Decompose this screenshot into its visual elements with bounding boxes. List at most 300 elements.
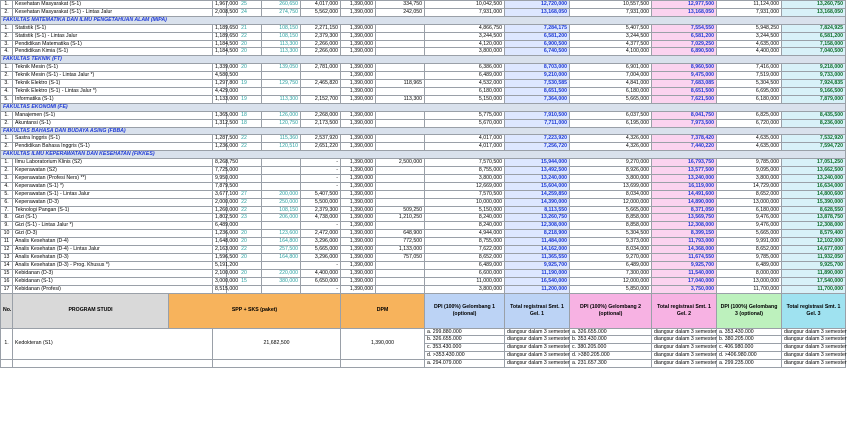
cell-b: 18 bbox=[227, 111, 262, 119]
cell-f bbox=[376, 64, 425, 72]
cell-i: 5,304,500 bbox=[570, 230, 652, 238]
cell-c: 260,650 bbox=[262, 1, 301, 9]
cell-i: 5,665,000 bbox=[570, 206, 652, 214]
cell-g: 3,800,000 bbox=[425, 48, 505, 56]
cell-j: 14,890,000 bbox=[652, 198, 717, 206]
cell-i: 8,858,000 bbox=[570, 214, 652, 222]
cell-name: Keperawatan (S2) bbox=[13, 167, 213, 175]
col-header-no: No. bbox=[1, 293, 13, 328]
cell-no: 1. bbox=[1, 64, 13, 72]
cell-b: 15 bbox=[227, 277, 262, 285]
cell-c: 380,000 bbox=[262, 277, 301, 285]
cell-a: 1,184,500 bbox=[213, 48, 227, 56]
cell-j: 16,119,000 bbox=[652, 182, 717, 190]
medicine-option-row bbox=[1, 328, 846, 336]
cell-d: 3,296,000 bbox=[301, 238, 341, 246]
cell-e: 1,390,000 bbox=[341, 246, 376, 254]
cell-dpi-gel2: c. 380.205.000 bbox=[570, 344, 652, 352]
cell-g: 7,570,500 bbox=[425, 190, 505, 198]
cell-name: Teknik Mesin (S-1) - Lintas Jalur *) bbox=[13, 72, 213, 80]
cell-k: 6,695,000 bbox=[717, 87, 782, 95]
cell-name: Analis Kesehatan (D-3) - Prog. Khusus *) bbox=[13, 261, 213, 269]
cell-a: 7,725,000 bbox=[213, 167, 227, 175]
cell-name: Gizi (S-1) bbox=[13, 214, 213, 222]
cell-h: 7,530,585 bbox=[505, 80, 570, 88]
cell-g: 7,570,500 bbox=[425, 159, 505, 167]
cell-l: 9,733,000 bbox=[782, 72, 846, 80]
cell-j: 3,750,000 bbox=[652, 285, 717, 293]
cell-e: 1,390,000 bbox=[341, 214, 376, 222]
cell-name: Sastra Inggris (S-1) bbox=[13, 135, 213, 143]
cell-no: 5. bbox=[1, 190, 13, 198]
cell-d: 5,562,000 bbox=[301, 8, 341, 16]
cell-d: - bbox=[301, 285, 341, 293]
cell-l: 11,932,050 bbox=[782, 254, 846, 262]
cell-no: 2. bbox=[1, 8, 13, 16]
cell-f bbox=[376, 285, 425, 293]
cell-i: 7,300,000 bbox=[570, 269, 652, 277]
cell-name: Kesehatan Masyarakat (S-1) - Lintas Jalur bbox=[13, 8, 213, 16]
cell-f bbox=[376, 119, 425, 127]
cell-a: 1,967,000 bbox=[213, 1, 227, 9]
cell-k: 3,800,000 bbox=[717, 174, 782, 182]
cell-g: 3,800,000 bbox=[425, 174, 505, 182]
table-row bbox=[1, 111, 846, 119]
cell-b: 20 bbox=[227, 254, 262, 262]
cell-i: 6,901,000 bbox=[570, 64, 652, 72]
cell-dpi-gel1: a. 294.079.000 bbox=[425, 360, 505, 368]
cell-d: 2,781,000 bbox=[301, 64, 341, 72]
cell-f bbox=[376, 277, 425, 285]
cell-b: 20 bbox=[227, 238, 262, 246]
cell-f bbox=[376, 269, 425, 277]
cell-name: Statistik (S-1) - Lintas Jalur bbox=[13, 32, 213, 40]
cell-g: 3,800,000 bbox=[425, 285, 505, 293]
cell-h: 8,651,500 bbox=[505, 87, 570, 95]
cell-no: 3. bbox=[1, 40, 13, 48]
cell-l: 13,878,750 bbox=[782, 214, 846, 222]
cell-c bbox=[262, 182, 301, 190]
cell-d: 4,738,000 bbox=[301, 214, 341, 222]
cell-h: 14,259,850 bbox=[505, 190, 570, 198]
faculty-header-row bbox=[1, 16, 846, 24]
cell-total-gel2: diangsur dalam 3 semester bbox=[652, 352, 717, 360]
cell-total-gel3: diangsur dalam 3 semester bbox=[782, 360, 846, 368]
cell-no: 1. bbox=[1, 159, 13, 167]
cell-name: Kebidanan (Profesi) bbox=[13, 285, 213, 293]
cell-l: 13,168,050 bbox=[782, 8, 846, 16]
cell-d: 2,379,300 bbox=[301, 206, 341, 214]
cell-j: 14,368,000 bbox=[652, 246, 717, 254]
cell-j: 14,491,600 bbox=[652, 190, 717, 198]
cell-j: 13,168,050 bbox=[652, 8, 717, 16]
cell-h: 6,900,500 bbox=[505, 40, 570, 48]
cell-g: 5,150,000 bbox=[425, 206, 505, 214]
cell-f: 757,050 bbox=[376, 254, 425, 262]
faculty-name: FAKULTAS BAHASA DAN BUDAYA ASING (FBBA) bbox=[1, 127, 846, 135]
cell-i: 10,557,500 bbox=[570, 1, 652, 9]
table-row bbox=[1, 32, 846, 40]
cell-l: 12,308,000 bbox=[782, 222, 846, 230]
cell-g: 11,000,000 bbox=[425, 277, 505, 285]
cell-total-gel1: diangsur dalam 3 semester bbox=[505, 344, 570, 352]
cell-l: 7,594,720 bbox=[782, 143, 846, 151]
cell-l: 8,628,550 bbox=[782, 206, 846, 214]
cell-k: 5,948,250 bbox=[717, 24, 782, 32]
cell-a: 8,515,000 bbox=[213, 285, 227, 293]
faculty-name: FAKULTAS TEKNIK (FT) bbox=[1, 56, 846, 64]
faculty-header-row bbox=[1, 127, 846, 135]
table-row bbox=[1, 48, 846, 56]
cell-a: 1,184,500 bbox=[213, 40, 227, 48]
cell-no: 8. bbox=[1, 214, 13, 222]
table-row bbox=[1, 143, 846, 151]
cell-j: 9,925,700 bbox=[652, 261, 717, 269]
column-header-row bbox=[1, 293, 846, 328]
cell-k: 4,635,000 bbox=[717, 135, 782, 143]
table-row bbox=[1, 167, 846, 175]
cell-a: 2,100,000 bbox=[213, 269, 227, 277]
cell-c bbox=[262, 72, 301, 80]
cell-a: 3,000,000 bbox=[213, 277, 227, 285]
cell-no: 2. bbox=[1, 119, 13, 127]
cell-program: Kedokteran (S1) bbox=[13, 328, 213, 360]
cell-name: Kebidanan (D-3) bbox=[13, 269, 213, 277]
cell-e: 1,390,000 bbox=[341, 182, 376, 190]
cell-c: 113,300 bbox=[262, 48, 301, 56]
cell-g: 5,775,000 bbox=[425, 111, 505, 119]
cell-d: - bbox=[301, 261, 341, 269]
cell-g: 8,240,000 bbox=[425, 222, 505, 230]
cell-j: 8,960,500 bbox=[652, 64, 717, 72]
cell-no: 17 bbox=[1, 285, 13, 293]
cell-l: 8,579,400 bbox=[782, 230, 846, 238]
cell-k: 5,304,500 bbox=[717, 80, 782, 88]
table-row bbox=[1, 174, 846, 182]
table-row bbox=[1, 214, 846, 222]
cell-no: 2. bbox=[1, 143, 13, 151]
cell-i: 4,326,000 bbox=[570, 143, 652, 151]
cell-a: 1,648,000 bbox=[213, 238, 227, 246]
cell-no: 2. bbox=[1, 72, 13, 80]
table-row bbox=[1, 261, 846, 269]
cell-j: 8,651,500 bbox=[652, 87, 717, 95]
table-row bbox=[1, 8, 846, 16]
cell-no: 11 bbox=[1, 238, 13, 246]
cell-h: 14,390,000 bbox=[505, 198, 570, 206]
cell-a: 1,297,800 bbox=[213, 80, 227, 88]
cell-name: Analis Kesehatan (D-4) - Lintas Jalur bbox=[13, 246, 213, 254]
cell-c: 120,510 bbox=[262, 143, 301, 151]
cell-dpi-gel1: d. >353.430.000 bbox=[425, 352, 505, 360]
medicine-option-row bbox=[1, 360, 846, 368]
cell-k: 4,400,000 bbox=[717, 48, 782, 56]
table-row bbox=[1, 119, 846, 127]
col-header-total-gel2: Total registrasi Smt. 1 Gel. 2 bbox=[652, 293, 717, 328]
cell-d: 4,400,000 bbox=[301, 269, 341, 277]
cell-i: 6,180,000 bbox=[570, 87, 652, 95]
cell-j: 13,240,000 bbox=[652, 174, 717, 182]
cell-b: 25 bbox=[227, 1, 262, 9]
cell-h: 13,260,750 bbox=[505, 214, 570, 222]
cell-i: 8,034,000 bbox=[570, 246, 652, 254]
cell-name: Pendidikan Matematika (S-1) bbox=[13, 40, 213, 48]
cell-no: 5. bbox=[1, 95, 13, 103]
cell-dpi-gel3: a. 353.430.000 bbox=[717, 328, 782, 336]
cell-l: 14,800,600 bbox=[782, 190, 846, 198]
cell-dpi-gel3: b. 380.205.000 bbox=[717, 336, 782, 344]
cell-c: 200,000 bbox=[262, 190, 301, 198]
cell-k: 8,652,000 bbox=[717, 246, 782, 254]
cell-d: 2,271,150 bbox=[301, 24, 341, 32]
cell-i: 7,004,000 bbox=[570, 72, 652, 80]
cell-dpm bbox=[341, 360, 425, 368]
table-row bbox=[1, 230, 846, 238]
cell-b: 23 bbox=[227, 214, 262, 222]
cell-f bbox=[376, 40, 425, 48]
cell-d: - bbox=[301, 222, 341, 230]
cell-i: 6,195,000 bbox=[570, 119, 652, 127]
cell-name: Pendidikan Kimia (S-1) bbox=[13, 48, 213, 56]
cell-c: 115,360 bbox=[262, 135, 301, 143]
cell-g: 4,017,000 bbox=[425, 143, 505, 151]
cell-i: 6,037,500 bbox=[570, 111, 652, 119]
col-header-dpi-gel3: DPI (100%) Gelombang 3 (optional) bbox=[717, 293, 782, 328]
cell-i: 7,931,000 bbox=[570, 8, 652, 16]
cell-h: 7,711,000 bbox=[505, 119, 570, 127]
cell-e: 1,390,000 bbox=[341, 8, 376, 16]
cell-e: 1,390,000 bbox=[341, 119, 376, 127]
cell-a: 3,677,100 bbox=[213, 190, 227, 198]
cell-name: Gizi (S-1) - Lintas Jalur *) bbox=[13, 222, 213, 230]
cell-dpm: 1,390,000 bbox=[341, 328, 425, 360]
cell-l: 17,051,250 bbox=[782, 159, 846, 167]
cell-name: Keperawatan (S-1) *) bbox=[13, 182, 213, 190]
cell-j: 13,569,750 bbox=[652, 214, 717, 222]
cell-g: 10,000,000 bbox=[425, 198, 505, 206]
cell-d: 2,379,300 bbox=[301, 32, 341, 40]
cell-c: 220,000 bbox=[262, 269, 301, 277]
cell-g: 4,944,000 bbox=[425, 230, 505, 238]
cell-b: 20 bbox=[227, 230, 262, 238]
cell-no bbox=[1, 360, 13, 368]
cell-g: 6,600,000 bbox=[425, 269, 505, 277]
cell-g: 6,386,000 bbox=[425, 64, 505, 72]
cell-l: 7,924,835 bbox=[782, 80, 846, 88]
cell-h: 8,218,900 bbox=[505, 230, 570, 238]
cell-d: 6,650,000 bbox=[301, 277, 341, 285]
cell-f: 2,500,000 bbox=[376, 159, 425, 167]
table-row bbox=[1, 285, 846, 293]
cell-l: 9,925,700 bbox=[782, 261, 846, 269]
cell-c: 164,800 bbox=[262, 238, 301, 246]
cell-h: 8,703,000 bbox=[505, 64, 570, 72]
cell-name: Keperawatan (S-1) - Lintas Jalur bbox=[13, 190, 213, 198]
cell-d: - bbox=[301, 167, 341, 175]
cell-e: 1,390,000 bbox=[341, 269, 376, 277]
cell-h: 13,492,500 bbox=[505, 167, 570, 175]
medicine-program-rows bbox=[1, 328, 846, 368]
fee-table-body bbox=[1, 1, 846, 294]
cell-h: 7,284,175 bbox=[505, 24, 570, 32]
cell-c bbox=[262, 174, 301, 182]
cell-i: 8,034,000 bbox=[570, 190, 652, 198]
cell-e: 1,390,000 bbox=[341, 111, 376, 119]
cell-h: 9,925,700 bbox=[505, 261, 570, 269]
cell-e: 1,390,000 bbox=[341, 40, 376, 48]
cell-j: 8,371,050 bbox=[652, 206, 717, 214]
cell-c: 113,300 bbox=[262, 95, 301, 103]
cell-b: 22 bbox=[227, 198, 262, 206]
cell-d: 2,465,820 bbox=[301, 80, 341, 88]
cell-c: 108,150 bbox=[262, 24, 301, 32]
cell-i: 8,926,000 bbox=[570, 167, 652, 175]
cell-i: 3,800,000 bbox=[570, 174, 652, 182]
cell-f bbox=[376, 135, 425, 143]
faculty-name: FAKULTAS MATEMATIKA DAN ILMU PENGETAHUAN ALAM (MIPA) bbox=[1, 16, 846, 24]
cell-g: 7,622,000 bbox=[425, 246, 505, 254]
cell-i: 9,270,000 bbox=[570, 159, 652, 167]
cell-l: 7,532,920 bbox=[782, 135, 846, 143]
cell-name: Ilmu Laboratorium Klinis (S2) bbox=[13, 159, 213, 167]
cell-no: 1. bbox=[1, 111, 13, 119]
cell-i: 4,100,000 bbox=[570, 48, 652, 56]
cell-j: 12,977,500 bbox=[652, 1, 717, 9]
cell-e: 1,390,000 bbox=[341, 190, 376, 198]
cell-h: 7,256,720 bbox=[505, 143, 570, 151]
cell-total-gel2: diangsur dalam 3 semester bbox=[652, 336, 717, 344]
cell-total-gel2: diangsur dalam 3 semester bbox=[652, 344, 717, 352]
cell-dpi-gel3: c. 406.980.000 bbox=[717, 344, 782, 352]
cell-f bbox=[376, 222, 425, 230]
cell-h: 15,604,000 bbox=[505, 182, 570, 190]
cell-program bbox=[13, 360, 213, 368]
cell-j: 13,577,500 bbox=[652, 167, 717, 175]
cell-c: 250,000 bbox=[262, 198, 301, 206]
cell-total-gel1: diangsur dalam 3 semester bbox=[505, 336, 570, 344]
cell-e: 1,390,000 bbox=[341, 285, 376, 293]
cell-k: 11,124,000 bbox=[717, 1, 782, 9]
cell-e: 1,390,000 bbox=[341, 174, 376, 182]
cell-h: 7,223,920 bbox=[505, 135, 570, 143]
cell-i: 12,000,000 bbox=[570, 277, 652, 285]
cell-b: 19 bbox=[227, 80, 262, 88]
cell-b: 22 bbox=[227, 206, 262, 214]
cell-k: 8,652,000 bbox=[717, 190, 782, 198]
cell-d bbox=[301, 72, 341, 80]
cell-name: Analis Kesehatan (D-3) bbox=[13, 254, 213, 262]
cell-e: 1,390,000 bbox=[341, 254, 376, 262]
cell-k: 11,700,000 bbox=[717, 285, 782, 293]
cell-total-gel1: diangsur dalam 3 semester bbox=[505, 352, 570, 360]
cell-e: 1,390,000 bbox=[341, 135, 376, 143]
cell-k: 9,991,000 bbox=[717, 238, 782, 246]
cell-name: Gizi (D-3) bbox=[13, 230, 213, 238]
table-row bbox=[1, 198, 846, 206]
cell-e: 1,390,000 bbox=[341, 206, 376, 214]
cell-a: 1,133,000 bbox=[213, 95, 227, 103]
cell-k: 4,635,000 bbox=[717, 143, 782, 151]
cell-b: 22 bbox=[227, 246, 262, 254]
cell-g: 6,489,000 bbox=[425, 72, 505, 80]
cell-f bbox=[376, 182, 425, 190]
cell-l: 13,260,750 bbox=[782, 1, 846, 9]
cell-c bbox=[262, 87, 301, 95]
cell-e: 1,390,000 bbox=[341, 159, 376, 167]
cell-d: 2,266,000 bbox=[301, 48, 341, 56]
cell-name: Kesehatan Masyarakat (S-1) bbox=[13, 1, 213, 9]
cell-total-gel1: diangsur dalam 3 semester bbox=[505, 328, 570, 336]
cell-f: 118,965 bbox=[376, 80, 425, 88]
cell-k: 7,931,000 bbox=[717, 8, 782, 16]
faculty-header-row bbox=[1, 151, 846, 159]
cell-g: 7,931,000 bbox=[425, 8, 505, 16]
cell-g: 10,042,500 bbox=[425, 1, 505, 9]
table-row bbox=[1, 269, 846, 277]
cell-b: 20 bbox=[227, 64, 262, 72]
cell-f bbox=[376, 72, 425, 80]
cell-i: 4,326,000 bbox=[570, 135, 652, 143]
cell-i: 5,407,500 bbox=[570, 24, 652, 32]
cell-i: 13,699,000 bbox=[570, 182, 652, 190]
faculty-name: FAKULTAS EKONOMI (FE) bbox=[1, 103, 846, 111]
cell-c: 206,000 bbox=[262, 214, 301, 222]
cell-e: 1,390,000 bbox=[341, 230, 376, 238]
cell-b: 19 bbox=[227, 95, 262, 103]
cell-f bbox=[376, 261, 425, 269]
cell-h: 13,240,000 bbox=[505, 174, 570, 182]
table-row bbox=[1, 135, 846, 143]
cell-f bbox=[376, 143, 425, 151]
cell-j: 8,399,150 bbox=[652, 230, 717, 238]
cell-g: 6,489,000 bbox=[425, 261, 505, 269]
cell-a: 8,268,750 bbox=[213, 159, 227, 167]
table-row bbox=[1, 1, 846, 9]
cell-l: 13,240,000 bbox=[782, 174, 846, 182]
cell-j: 7,378,420 bbox=[652, 135, 717, 143]
cell-a: 1,596,500 bbox=[213, 254, 227, 262]
cell-l: 7,824,925 bbox=[782, 24, 846, 32]
cell-no: 4. bbox=[1, 182, 13, 190]
cell-no: 16 bbox=[1, 277, 13, 285]
cell-d bbox=[301, 87, 341, 95]
cell-d: 5,500,000 bbox=[301, 198, 341, 206]
table-row bbox=[1, 222, 846, 230]
cell-k: 5,665,000 bbox=[717, 230, 782, 238]
cell-total-gel3: diangsur dalam 3 semester bbox=[782, 328, 846, 336]
cell-dpi-gel1: a. 299.880.000 bbox=[425, 328, 505, 336]
cell-e: 1,390,000 bbox=[341, 48, 376, 56]
cell-k: 6,720,000 bbox=[717, 119, 782, 127]
cell-name: Keperawatan (D-3) bbox=[13, 198, 213, 206]
cell-d: 5,665,000 bbox=[301, 246, 341, 254]
cell-k: 6,180,000 bbox=[717, 95, 782, 103]
cell-b: 24 bbox=[227, 8, 262, 16]
cell-i: 6,489,000 bbox=[570, 261, 652, 269]
cell-g: 8,652,000 bbox=[425, 254, 505, 262]
col-header-dpi-gel1: DPI (100%) Gelombang 1 (optional) bbox=[425, 293, 505, 328]
cell-j: 7,440,220 bbox=[652, 143, 717, 151]
cell-dpi-gel3: d. >406.980.000 bbox=[717, 352, 782, 360]
cell-j: 11,674,550 bbox=[652, 254, 717, 262]
cell-g: 5,670,000 bbox=[425, 119, 505, 127]
cell-h: 11,190,000 bbox=[505, 269, 570, 277]
cell-f bbox=[376, 190, 425, 198]
cell-f: 334,750 bbox=[376, 1, 425, 9]
cell-b: 20 bbox=[227, 269, 262, 277]
cell-b: 20 bbox=[227, 48, 262, 56]
cell-j: 6,890,500 bbox=[652, 48, 717, 56]
